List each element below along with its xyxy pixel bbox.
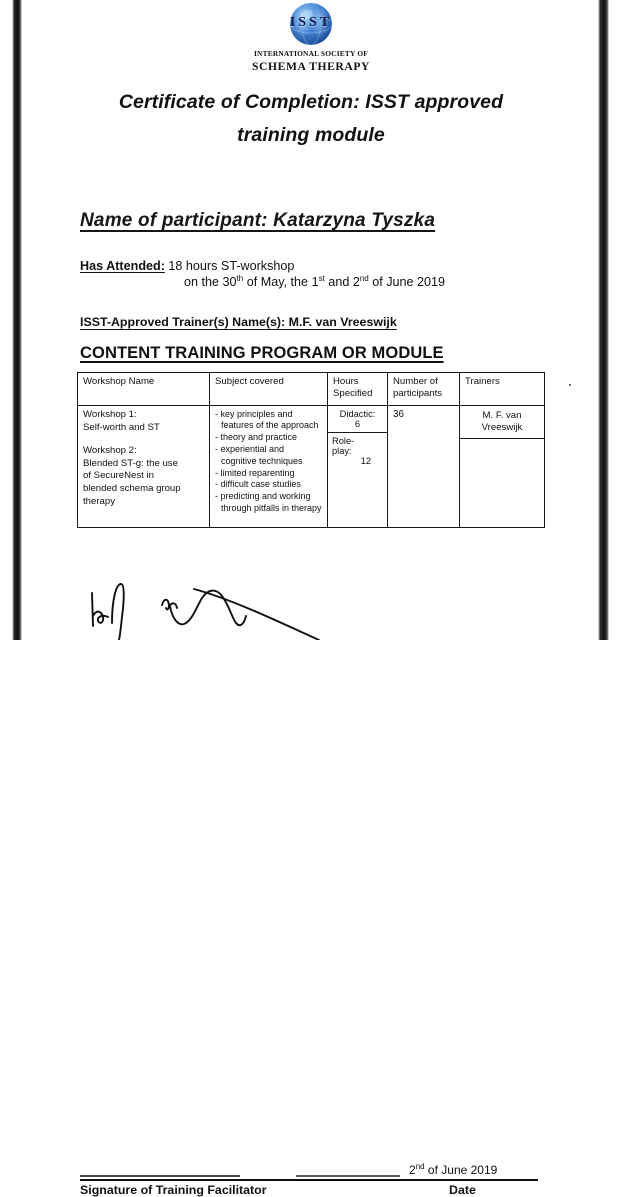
- table-header-row: [78, 373, 545, 406]
- attended-date-sup-1: th: [236, 273, 244, 283]
- certificate-title-line-1: Certificate of Completion: ISST approved: [118, 91, 504, 113]
- content-training-table: [77, 372, 545, 528]
- scan-margin-right: [609, 0, 640, 640]
- certificate-title-line-2: training module: [237, 124, 385, 146]
- hours-roleplay: [328, 433, 387, 469]
- certificate-content: [24, 0, 598, 1197]
- list-item: - key principles and features of the approach: [215, 409, 322, 432]
- hours-roleplay-value: 12: [360, 456, 371, 466]
- scan-speck: [569, 384, 571, 386]
- table-row: [78, 406, 545, 528]
- workshop-2-line-2: Blended ST-g: the use: [83, 457, 178, 469]
- th-hours-line-1: Hours: [333, 376, 359, 387]
- trainers-name-line-2: Vreeswijk: [481, 421, 523, 433]
- attended-date-mid-1: of May, the 1: [243, 275, 319, 289]
- participant-line: Name of participant: Katarzyna Tyszka: [80, 210, 436, 231]
- cell-subject-covered: [210, 406, 328, 528]
- th-number-of-participants: [388, 373, 460, 406]
- cell-number-of-participants: 36: [388, 406, 460, 528]
- attended-date-suffix: of June 2019: [368, 275, 446, 289]
- th-trainers: Trainers: [460, 373, 545, 406]
- signature-date-value: [409, 1163, 497, 1177]
- workshop-1-line-1: Workshop 1:: [83, 409, 137, 420]
- hours-didactic-value: 6: [354, 419, 361, 429]
- hours-roleplay-label-1: Role-: [332, 436, 355, 446]
- hours-roleplay-label-2: play:: [332, 446, 352, 456]
- list-item: - limited reparenting: [215, 468, 322, 479]
- scan-edge-left: [12, 0, 22, 640]
- attended-date-line: [184, 275, 445, 289]
- isst-logo: [24, 2, 598, 73]
- attended-date-sup-2: st: [318, 273, 325, 283]
- signature-date-sup: nd: [415, 1162, 425, 1171]
- signature-date-number: 2: [409, 1163, 416, 1177]
- attended-label: Has Attended:: [80, 259, 165, 273]
- trainers-name-line-1: M. F. van: [482, 410, 522, 421]
- cell-trainers: [460, 406, 545, 528]
- subject-list: [215, 409, 322, 514]
- workshop-2-line-1: Workshop 2:: [83, 445, 137, 457]
- isst-mark-text: ISST: [289, 15, 333, 30]
- attended-date-mid-2: and 2: [324, 275, 360, 289]
- signature-baseline: [80, 1179, 538, 1181]
- th-participants-line-2: participants: [393, 387, 443, 399]
- attended-date-sup-3: nd: [359, 273, 369, 283]
- list-item: - predicting and working through pitfalls in therapy: [215, 491, 322, 514]
- attended-value: 18 hours ST-workshop: [168, 259, 295, 273]
- signature-date-rest: of June 2019: [424, 1163, 498, 1177]
- scan-edge-right: [598, 0, 609, 640]
- trainer-line: ISST-Approved Trainer(s) Name(s): M.F. van Vreeswijk: [80, 315, 397, 329]
- workshop-2-line-4: blended schema group: [83, 482, 181, 494]
- trainers-name: [460, 406, 544, 439]
- workshop-2-line-3: of SecureNest in: [83, 470, 154, 482]
- signature-rule-mid: [296, 1175, 400, 1177]
- cell-workshop-name: [78, 406, 210, 528]
- scan-margin-left: [0, 0, 12, 640]
- hours-didactic-label: Didactic:: [339, 409, 376, 419]
- attended-line: [80, 259, 294, 273]
- handwritten-signature-icon: [84, 560, 424, 640]
- date-label: Date: [449, 1183, 476, 1197]
- attended-date-prefix: on the 30: [184, 275, 237, 289]
- signature-rule-left: [80, 1175, 240, 1177]
- workshop-1-line-2: Self-worth and ST: [83, 421, 160, 433]
- hours-didactic: [328, 406, 387, 433]
- workshop-name-gap: [83, 434, 204, 445]
- list-item: - difficult case studies: [215, 479, 322, 490]
- certificate-title: [24, 86, 598, 152]
- section-heading: CONTENT TRAINING PROGRAM OR MODULE: [80, 344, 444, 362]
- list-item: - experiential and cognitive techniques: [215, 444, 322, 467]
- logo-org-line-1: INTERNATIONAL SOCIETY OF: [253, 49, 369, 58]
- logo-org-line-2: SCHEMA THERAPY: [251, 60, 371, 73]
- cell-hours-specified: [328, 406, 388, 528]
- th-participants-line-1: Number of: [393, 376, 438, 387]
- signature-block: [24, 560, 598, 1197]
- th-workshop-name: Workshop Name: [78, 373, 210, 406]
- isst-globe-icon: [289, 2, 333, 46]
- th-hours-specified: [328, 373, 388, 406]
- th-subject-covered: Subject covered: [210, 373, 328, 406]
- th-hours-line-2: Specified: [333, 387, 373, 399]
- workshop-2-line-5: therapy: [83, 495, 115, 507]
- list-item: - theory and practice: [215, 432, 322, 443]
- signature-label: Signature of Training Facilitator: [80, 1183, 267, 1197]
- trainers-empty-area: [460, 439, 544, 527]
